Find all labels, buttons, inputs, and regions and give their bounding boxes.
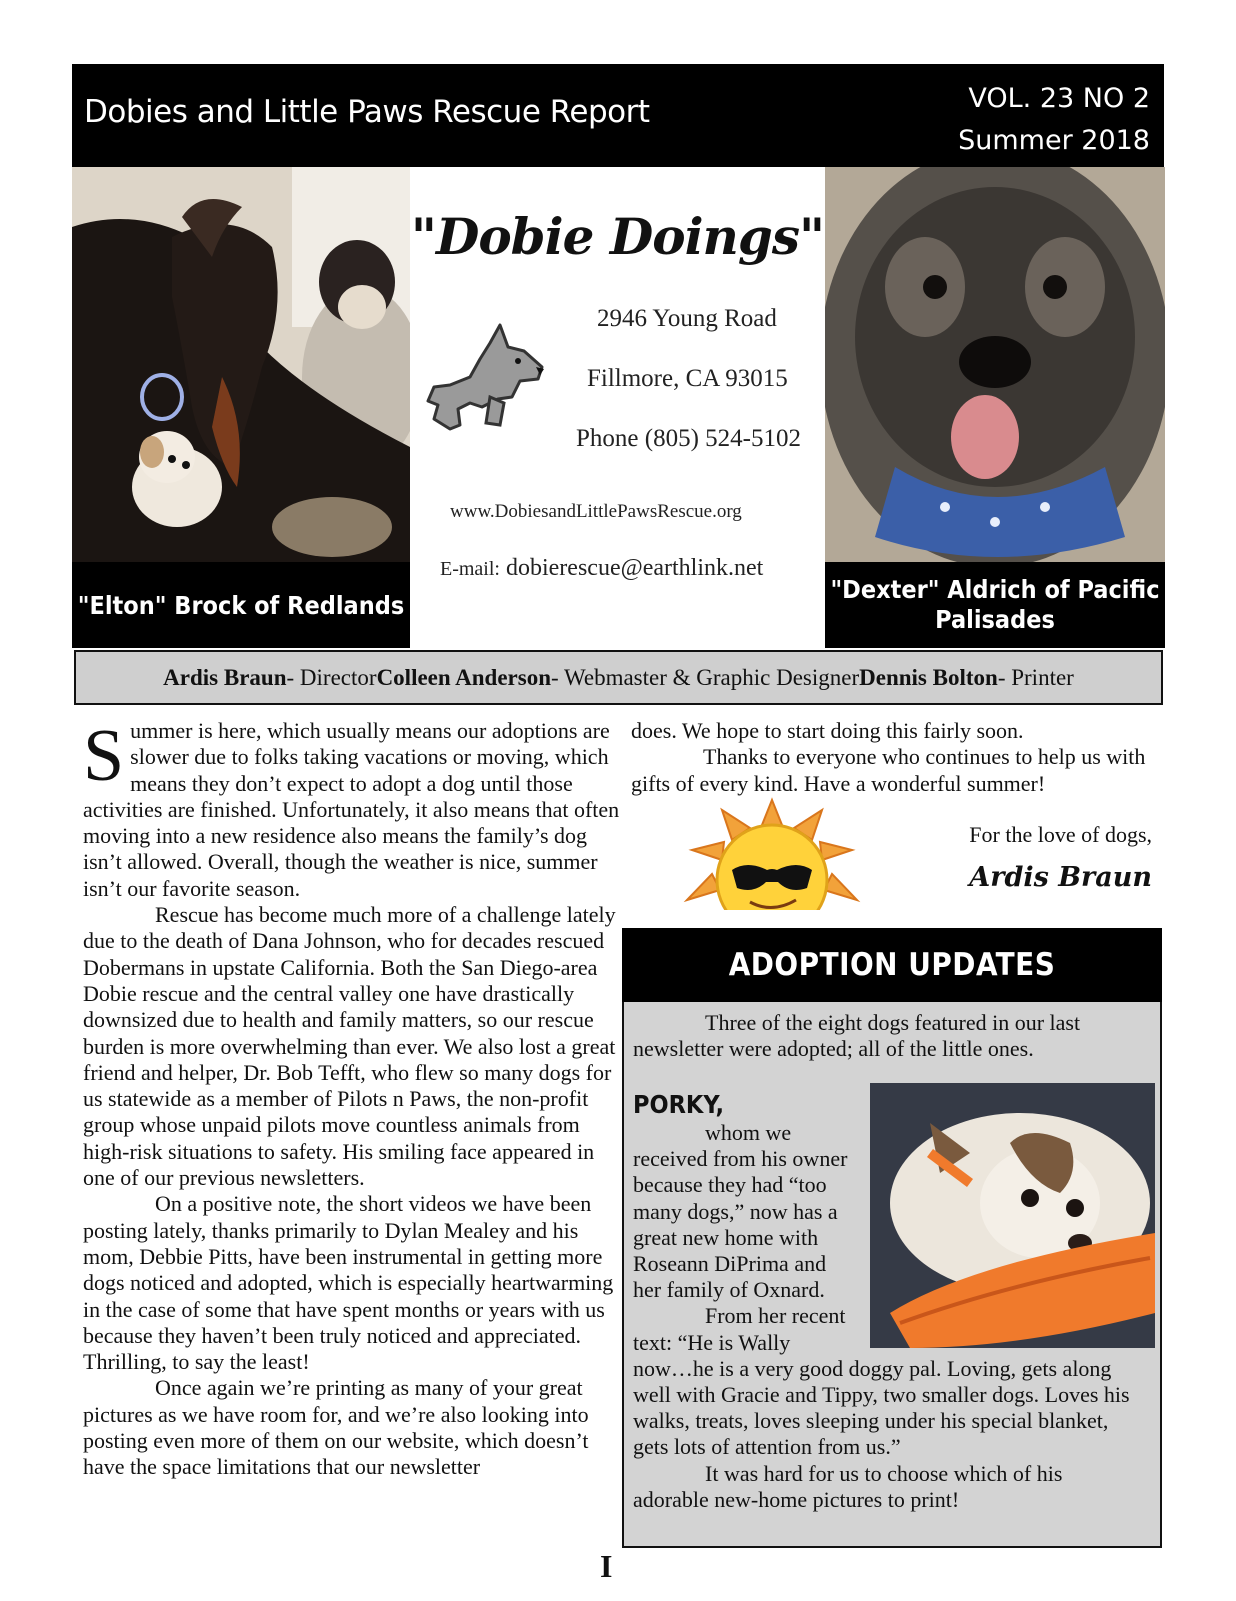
article-paragraph-1	[83, 715, 623, 902]
adoption-updates-heading: ADOPTION UPDATES	[622, 928, 1162, 1002]
porky-line-7: her family of Oxnard.	[633, 1277, 825, 1303]
issue-info	[958, 78, 1150, 162]
printer-name: Dennis Bolton	[859, 664, 998, 690]
porky-heading: PORKY,	[633, 1090, 725, 1119]
director-name: Ardis Braun	[163, 664, 287, 690]
page-number: I	[600, 1548, 613, 1584]
cartoon-dog-icon	[420, 307, 550, 437]
volume-number: VOL. 23 NO 2	[968, 83, 1150, 114]
elton-caption: "Elton" Brock of Redlands	[72, 562, 410, 648]
issue-season: Summer 2018	[958, 125, 1150, 156]
porky-line-5: great new home with	[633, 1224, 819, 1250]
sun-sunglasses-icon	[672, 790, 872, 920]
porky-line-8: From her recent	[705, 1303, 846, 1329]
email-line	[440, 555, 763, 582]
porky-line-1: whom we	[705, 1120, 792, 1145]
porky-quote: now…he is a very good doggy pal. Loving, gets along well with Gracie and Tippy, two smaller dogs. Loves his walks, treats, loves sleeping under his special blanket, gets lots of attention from us.”	[633, 1355, 1130, 1460]
article-left-column	[83, 715, 623, 1481]
porky-line-4: many dogs,” now has a	[633, 1198, 838, 1224]
dexter-caption	[825, 562, 1165, 648]
porky-line-2: received from his owner	[633, 1146, 848, 1172]
porky-closing: It was hard for us to choose which of his adorable new-home pictures to print!	[633, 1460, 1063, 1512]
phone-number: Phone (805) 524-5102	[576, 425, 801, 452]
paragraph-1-text: ummer is here, which usually means our adoptions are slower due to folks taking vacations or moving, which means they don’t expect to adopt a dog until those activities are finished. Unfortunately, it also means that often moving into a new residence also means the family’s dog isn’t allowed. Overall, though the weather is nice, summer isn’t our favorite season.	[83, 718, 620, 901]
signature: Ardis Braun	[969, 862, 1152, 893]
adoption-intro	[633, 1010, 1148, 1062]
address-street: 2946 Young Road	[597, 305, 777, 332]
masthead-panel	[410, 167, 826, 648]
signoff: For the love of dogs,	[969, 822, 1152, 847]
article-paragraph-4: Once again we’re printing as many of your great pictures as we have room for, and we’re also looking into posting even more of them on our website, which doesn’t have the space limitations that our newsletter	[83, 1375, 589, 1480]
drop-cap: S	[83, 715, 125, 797]
director-role: - Director	[286, 664, 377, 690]
article-paragraph-5: Thanks to everyone who continues to help us with gifts of every kind. Have a wonderful summer!	[631, 744, 1146, 796]
elton-photo	[72, 167, 410, 562]
newsletter-name: "Dobie Doings"	[410, 207, 825, 266]
article-paragraph-4-continued: does. We hope to start doing this fairly soon.	[631, 718, 1024, 743]
dexter-caption-line1: "Dexter" Aldrich of Pacific	[830, 575, 1160, 604]
porky-line-6: Roseann DiPrima and	[633, 1251, 827, 1277]
adoption-intro-text: Three of the eight dogs featured in our last newsletter were adopted; all of the little ones.	[633, 1010, 1081, 1061]
address-city: Fillmore, CA 93015	[587, 365, 788, 392]
article-paragraph-2: Rescue has become much more of a challenge lately due to the death of Dana Johnson, who for decades rescued Dobermans in upstate California. Both the San Diego-area Dobie rescue and the central valley one have drastically downsized due to health and family matters, so our rescue burden is more overwhelming than ever. We also lost a great friend and helper, Dr. Bob Tefft, who flew so many dogs for us statewide as a member of Pilots n Paws, the non-profit group whose unpaid pilots move countless animals from high-risk situations to safety. His smiling face appeared in one of our previous newsletters.	[83, 902, 616, 1191]
porky-story	[633, 1120, 1153, 1513]
porky-line-9: text: “He is Wally	[633, 1329, 791, 1355]
porky-line-3: because they had “too	[633, 1172, 827, 1198]
dexter-photo	[825, 167, 1165, 562]
article-paragraph-3: On a positive note, the short videos we have been posting lately, thanks primarily to Dylan Mealey and his mom, Debbie Pitts, have been instrumental in getting more dogs noticed and adopted, which is especially heartwarming in the case of some that have spent months or years with us because they haven’t been truly noticed and appreciated. Thrilling, to say the least!	[83, 1191, 614, 1375]
staff-bar	[74, 650, 1163, 705]
article-right-column	[631, 718, 1151, 797]
dexter-caption-line2: Palisades	[935, 605, 1055, 634]
webmaster-name: Colleen Anderson	[376, 664, 551, 690]
newsletter-header	[72, 64, 1164, 167]
printer-role: - Printer	[997, 664, 1074, 690]
email-label: E-mail:	[440, 558, 500, 580]
email-address[interactable]: dobierescue@earthlink.net	[505, 555, 764, 581]
webmaster-role: - Webmaster & Graphic Designer	[551, 664, 860, 690]
newsletter-title: Dobies and Little Paws Rescue Report	[84, 94, 650, 130]
website-link[interactable]: www.DobiesandLittlePawsRescue.org	[450, 501, 742, 522]
